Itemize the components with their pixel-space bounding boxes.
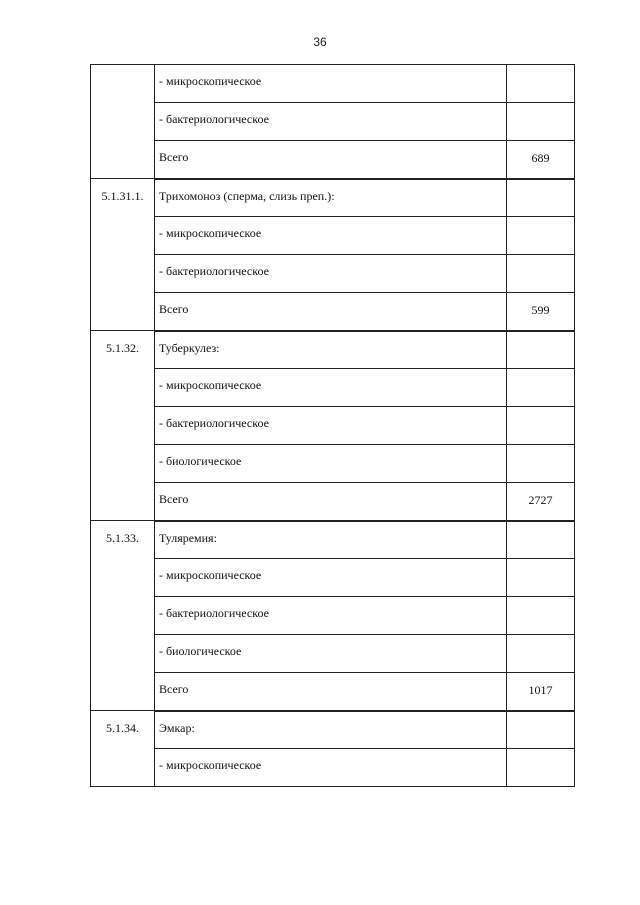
table-row <box>91 521 575 559</box>
item-name-cell: Туляремия: <box>155 521 507 559</box>
item-value-cell <box>507 521 575 559</box>
table-row <box>91 369 575 407</box>
item-value-cell <box>507 445 575 483</box>
item-name-cell: - микроскопическое <box>155 749 507 787</box>
item-name-cell: - микроскопическое <box>155 369 507 407</box>
item-value-cell: 1017 <box>507 673 575 711</box>
item-name-cell: - микроскопическое <box>155 65 507 103</box>
item-value-cell: 2727 <box>507 483 575 521</box>
item-name-cell: - микроскопическое <box>155 559 507 597</box>
table-row <box>91 103 575 141</box>
item-value-cell <box>507 597 575 635</box>
item-value-cell <box>507 255 575 293</box>
item-name-cell: Всего <box>155 141 507 179</box>
table-row <box>91 217 575 255</box>
table-row <box>91 711 575 749</box>
item-value-cell <box>507 217 575 255</box>
item-value-cell <box>507 635 575 673</box>
item-name-cell: Всего <box>155 483 507 521</box>
table-row <box>91 635 575 673</box>
table-row <box>91 65 575 103</box>
table-row <box>91 673 575 711</box>
item-name-cell: Всего <box>155 293 507 331</box>
item-name-cell: Туберкулез: <box>155 331 507 369</box>
item-value-cell <box>507 749 575 787</box>
item-name-cell: - бактериологическое <box>155 407 507 445</box>
table-row <box>91 597 575 635</box>
item-code-cell: 5.1.33. <box>91 521 155 711</box>
item-name-cell: Всего <box>155 673 507 711</box>
item-value-cell: 599 <box>507 293 575 331</box>
item-value-cell: 689 <box>507 141 575 179</box>
table-row <box>91 749 575 787</box>
item-value-cell <box>507 559 575 597</box>
item-value-cell <box>507 65 575 103</box>
table-body <box>91 65 575 787</box>
item-value-cell <box>507 711 575 749</box>
table-row <box>91 559 575 597</box>
item-code-cell: 5.1.32. <box>91 331 155 521</box>
table-row <box>91 293 575 331</box>
table-row <box>91 255 575 293</box>
item-name-cell: - бактериологическое <box>155 255 507 293</box>
item-name-cell: - микроскопическое <box>155 217 507 255</box>
table-row <box>91 179 575 217</box>
item-value-cell <box>507 407 575 445</box>
price-table <box>90 64 575 787</box>
item-name-cell: - бактериологическое <box>155 103 507 141</box>
table-row <box>91 141 575 179</box>
item-name-cell: - биологическое <box>155 445 507 483</box>
item-name-cell: - биологическое <box>155 635 507 673</box>
item-code-cell: 5.1.34. <box>91 711 155 787</box>
table-row <box>91 445 575 483</box>
item-value-cell <box>507 103 575 141</box>
item-name-cell: Эмкар: <box>155 711 507 749</box>
item-value-cell <box>507 331 575 369</box>
item-code-cell <box>91 65 155 179</box>
item-value-cell <box>507 369 575 407</box>
table-row <box>91 407 575 445</box>
item-code-cell: 5.1.31.1. <box>91 179 155 331</box>
item-name-cell: - бактериологическое <box>155 597 507 635</box>
table-row <box>91 331 575 369</box>
item-name-cell: Трихомоноз (сперма, слизь преп.): <box>155 179 507 217</box>
page-number: 36 <box>313 35 327 49</box>
item-value-cell <box>507 179 575 217</box>
table-row <box>91 483 575 521</box>
